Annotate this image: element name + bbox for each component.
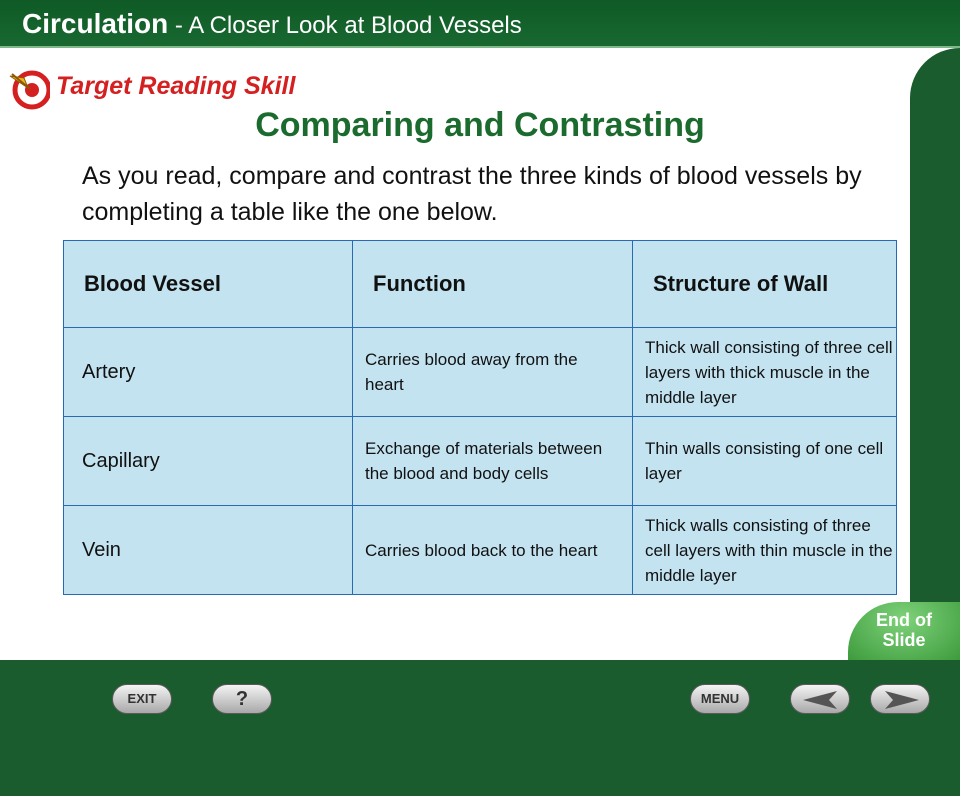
column-header: Function — [353, 241, 633, 328]
blood-vessel-table — [63, 240, 897, 595]
arrow-right-icon — [871, 685, 931, 715]
help-button[interactable] — [212, 684, 272, 714]
end-of-slide-button[interactable] — [848, 602, 960, 660]
column-header: Blood Vessel — [64, 241, 353, 328]
column-header: Structure of Wall — [633, 241, 897, 328]
exit-button-label: EXIT — [127, 691, 157, 706]
title-sub: - A Closer Look at Blood Vessels — [168, 12, 522, 39]
vessel-structure: Thick wall consisting of three cell layers with thick muscle in the middle layer — [633, 328, 897, 417]
table-row — [64, 328, 897, 417]
title-main: Circulation — [22, 8, 169, 39]
slide-heading: Comparing and Contrasting — [255, 106, 705, 144]
vessel-structure: Thin walls consisting of one cell layer — [633, 417, 897, 506]
vessel-structure: Thick walls consisting of three cell layers with thin muscle in the middle layer — [633, 506, 897, 595]
vessel-function: Carries blood away from the heart — [353, 328, 633, 417]
vessel-function: Carries blood back to the heart — [353, 506, 633, 595]
vessel-function: Exchange of materials between the blood and body cells — [353, 417, 633, 506]
page-title — [22, 8, 522, 40]
exit-button[interactable] — [112, 684, 172, 714]
table-header-row — [64, 241, 897, 328]
end-slide-line2: Slide — [882, 630, 926, 650]
target-reading-skill-label: Target Reading Skill — [56, 72, 296, 100]
help-button-label: ? — [235, 688, 249, 710]
table-row — [64, 417, 897, 506]
target-icon — [8, 68, 50, 110]
end-slide-line1: End of — [876, 610, 932, 630]
vessel-name: Vein — [64, 506, 353, 595]
forward-button[interactable] — [870, 684, 930, 714]
intro-text: As you read, compare and contrast the three kinds of blood vessels by completing a table like the one below. — [82, 162, 862, 226]
vessel-name: Artery — [64, 328, 353, 417]
vessel-name: Capillary — [64, 417, 353, 506]
arrow-left-icon — [791, 685, 851, 715]
menu-button-label: MENU — [700, 691, 740, 706]
table-row — [64, 506, 897, 595]
menu-button[interactable] — [690, 684, 750, 714]
back-button[interactable] — [790, 684, 850, 714]
